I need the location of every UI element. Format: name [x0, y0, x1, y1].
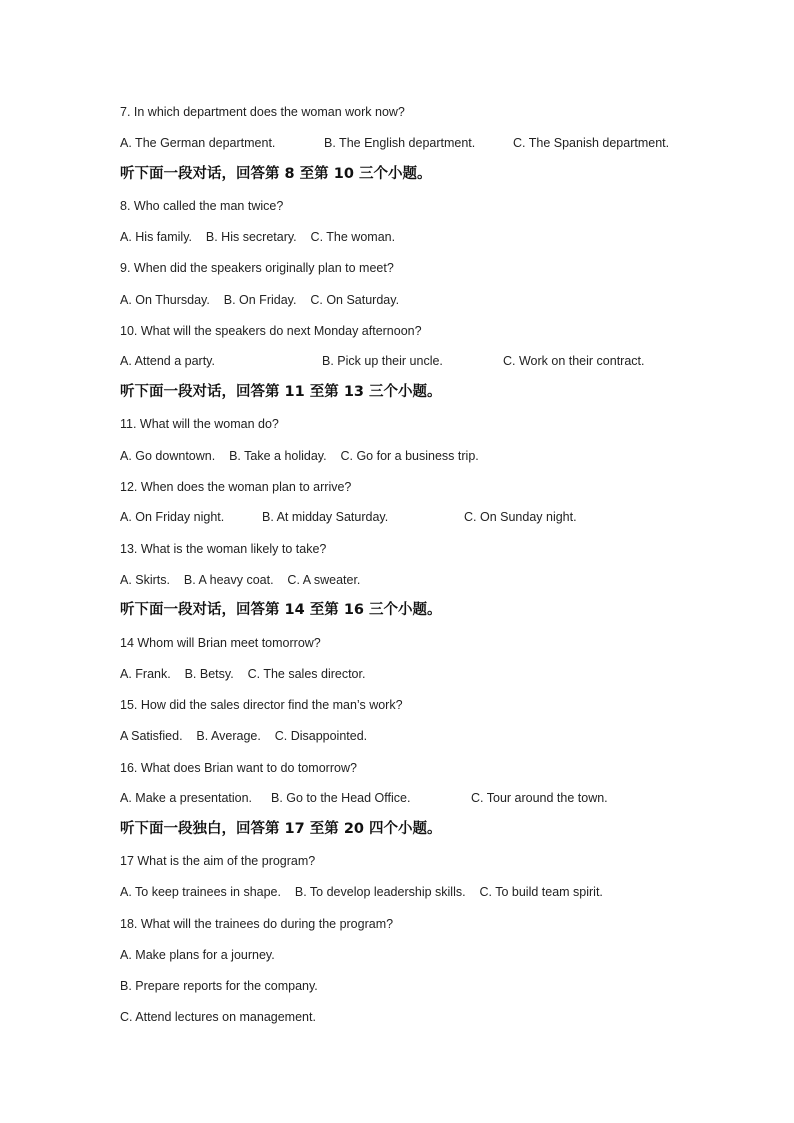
question-11: 11. What will the woman do?: [120, 417, 279, 431]
question-17: 17 What is the aim of the program?: [120, 854, 316, 868]
question-9: 9. When did the speakers originally plan to meet?: [120, 261, 394, 275]
option-b: B. Go to the Head Office.: [271, 791, 411, 805]
question-10: 10. What will the speakers do next Monday afternoon?: [120, 324, 422, 338]
option-a: A. The German department.: [120, 136, 276, 150]
question-12-options: [120, 510, 720, 526]
section-heading-17-20: 听下面一段独白，回答第 17 至第 20 四个小题。: [120, 821, 442, 837]
question-15-options: A Satisfied. B. Average. C. Disappointed.: [120, 729, 368, 743]
section-heading-11-13: 听下面一段对话，回答第 11 至第 13 三个小题。: [120, 384, 442, 400]
question-16: 16. What does Brian want to do tomorrow?: [120, 761, 357, 775]
question-13-options: A. Skirts. B. A heavy coat. C. A sweater.: [120, 573, 361, 587]
question-7: 7. In which department does the woman work now?: [120, 105, 405, 119]
question-15: 15. How did the sales director find the man’s work?: [120, 698, 403, 712]
question-18-option-a: A. Make plans for a journey.: [120, 948, 275, 962]
option-c: C. Tour around the town.: [471, 791, 608, 805]
option-b: B. Pick up their uncle.: [322, 354, 443, 368]
question-12: 12. When does the woman plan to arrive?: [120, 480, 352, 494]
question-7-options: [120, 136, 720, 152]
question-18: 18. What will the trainees do during the program?: [120, 917, 394, 931]
question-18-option-c: C. Attend lectures on management.: [120, 1010, 316, 1024]
question-9-options: A. On Thursday. B. On Friday. C. On Saturday.: [120, 293, 400, 307]
option-a: A. Attend a party.: [120, 354, 215, 368]
question-8: 8. Who called the man twice?: [120, 199, 284, 213]
question-16-options: [120, 791, 720, 807]
question-14: 14 Whom will Brian meet tomorrow?: [120, 636, 321, 650]
option-a: A. On Friday night.: [120, 510, 225, 524]
question-14-options: A. Frank. B. Betsy. C. The sales director.: [120, 667, 366, 681]
question-17-options: A. To keep trainees in shape. B. To develop leadership skills. C. To build team spirit.: [120, 885, 603, 899]
question-13: 13. What is the woman likely to take?: [120, 542, 327, 556]
option-c: C. On Sunday night.: [464, 510, 577, 524]
section-heading-8-10: 听下面一段对话，回答第 8 至第 10 三个小题。: [120, 166, 432, 182]
option-a: A. Make a presentation.: [120, 791, 253, 805]
question-11-options: A. Go downtown. B. Take a holiday. C. Go for a business trip.: [120, 449, 479, 463]
question-10-options: [120, 354, 720, 370]
section-heading-14-16: 听下面一段对话，回答第 14 至第 16 三个小题。: [120, 602, 442, 618]
option-c: C. Work on their contract.: [503, 354, 645, 368]
question-18-option-b: B. Prepare reports for the company.: [120, 979, 318, 993]
option-b: B. The English department.: [324, 136, 476, 150]
option-c: C. The Spanish department.: [513, 136, 670, 150]
question-8-options: A. His family. B. His secretary. C. The woman.: [120, 230, 396, 244]
option-b: B. At midday Saturday.: [262, 510, 389, 524]
